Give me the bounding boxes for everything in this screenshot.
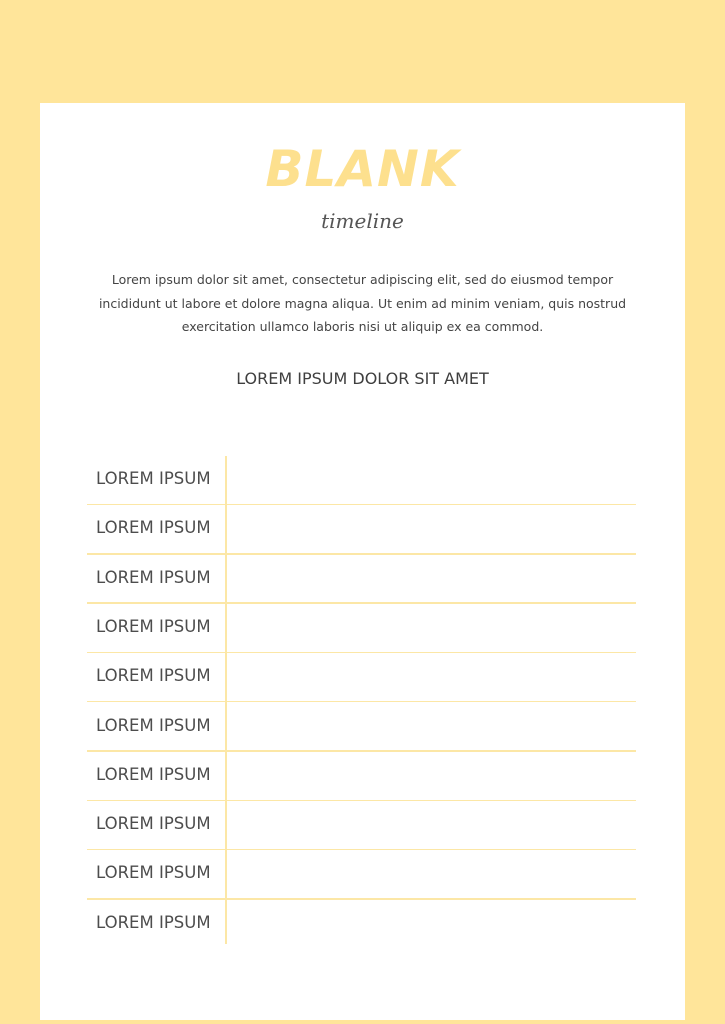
document-page	[40, 103, 685, 1020]
timeline-row-label: LOREM IPSUM	[96, 616, 211, 636]
timeline-row-label: LOREM IPSUM	[96, 518, 211, 538]
timeline-row	[87, 752, 636, 801]
timeline-entry-field[interactable]	[228, 703, 636, 752]
timeline-row	[87, 604, 636, 653]
timeline-entry-field[interactable]	[228, 653, 636, 702]
timeline-row	[87, 505, 636, 554]
timeline-row-label: LOREM IPSUM	[96, 666, 211, 686]
timeline-entry-field[interactable]	[228, 505, 636, 554]
timeline-entry-field[interactable]	[228, 456, 636, 505]
timeline-row-label: LOREM IPSUM	[96, 469, 211, 488]
timeline-row	[87, 653, 636, 702]
timeline-row-label: LOREM IPSUM	[96, 863, 211, 883]
timeline-row-label: LOREM IPSUM	[96, 764, 211, 784]
intro-paragraph: Lorem ipsum dolor sit amet, consectetur adipiscing elit, sed do eiusmod tempor incididunt ut labore et dolore magna aliqua. Ut enim ad minim veniam, quis nostrud exercitation ullamco laboris nisi ut aliquip ex ea commod.	[98, 272, 627, 334]
timeline-row	[87, 801, 636, 850]
timeline-entry-field[interactable]	[228, 801, 636, 850]
page-title: BLANK	[265, 140, 460, 198]
timeline-row	[87, 555, 636, 604]
timeline-row-label: LOREM IPSUM	[96, 567, 211, 587]
timeline-entry-field[interactable]	[228, 900, 636, 949]
timeline-entry-field[interactable]	[228, 604, 636, 653]
timeline-entry-field[interactable]	[228, 850, 636, 899]
page-subtitle: timeline	[321, 209, 404, 233]
timeline-row-label: LOREM IPSUM	[96, 912, 211, 932]
timeline-row-label: LOREM IPSUM	[96, 814, 211, 834]
timeline-row	[87, 900, 636, 949]
timeline-entry-field[interactable]	[228, 555, 636, 604]
timeline-table	[87, 456, 636, 944]
timeline-row-label: LOREM IPSUM	[96, 715, 211, 735]
timeline-row	[87, 850, 636, 899]
timeline-row	[87, 456, 636, 505]
section-heading: LOREM IPSUM DOLOR SIT AMET	[236, 369, 489, 388]
timeline-row	[87, 703, 636, 752]
timeline-entry-field[interactable]	[228, 752, 636, 801]
